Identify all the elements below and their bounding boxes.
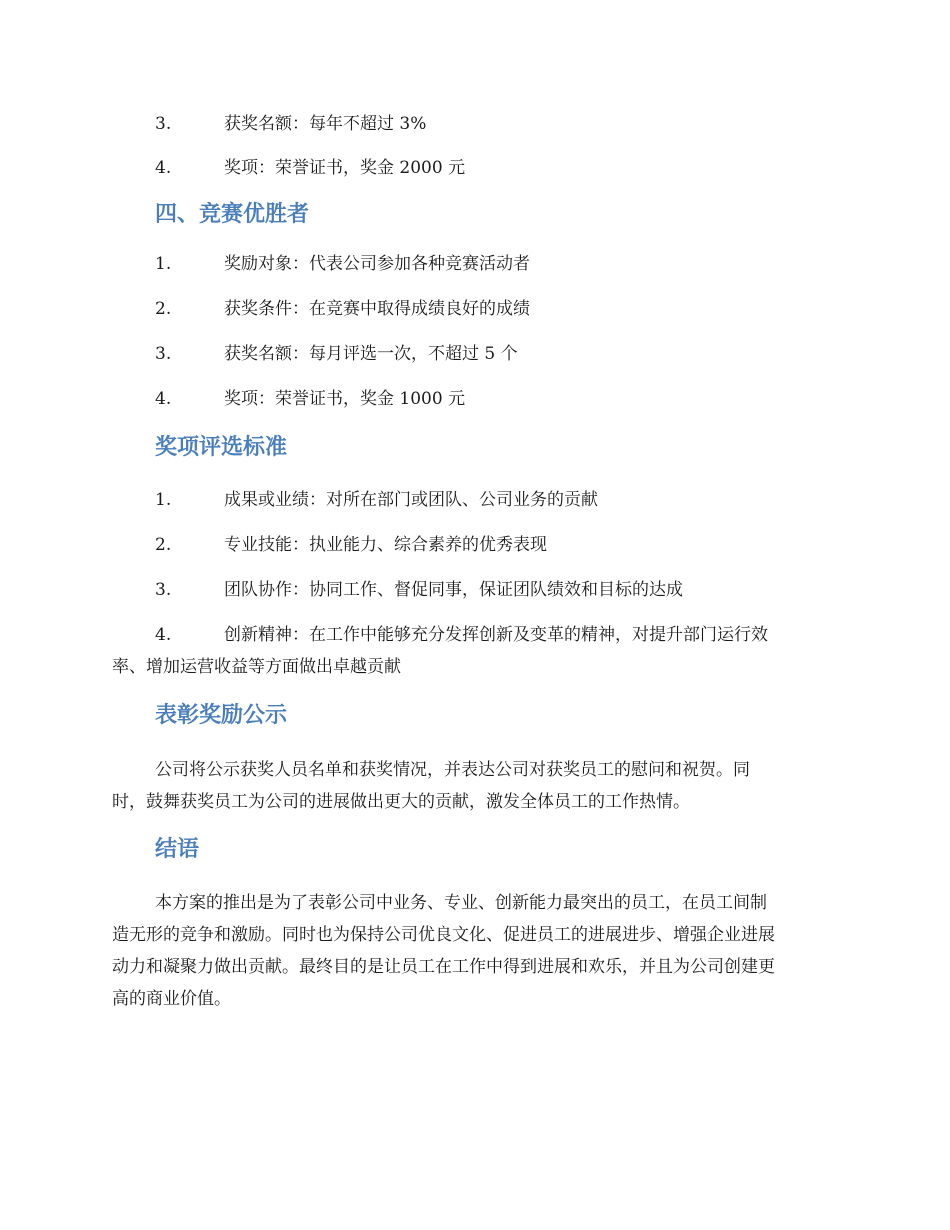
list-number: 4. [155, 158, 172, 178]
list-number: 1. [155, 254, 172, 274]
list-text: 成果或业绩：对所在部门或团队、公司业务的贡献 [224, 490, 598, 510]
section-heading: 表彰奖励公示 [155, 703, 288, 728]
paragraph-line: 动力和凝聚力做出贡献。最终目的是让员工在工作中得到进展和欢乐，并且为公司创建更 [112, 957, 775, 977]
list-text-continuation: 率、增加运营收益等方面做出卓越贡献 [112, 657, 401, 677]
list-text: 团队协作：协同工作、督促同事，保证团队绩效和目标的达成 [224, 580, 683, 600]
paragraph [112, 754, 842, 818]
list-text: 创新精神：在工作中能够充分发挥创新及变革的精神，对提升部门运行效 [224, 625, 768, 645]
section-heading: 四、竞赛优胜者 [155, 202, 310, 227]
list-number: 4. [155, 625, 172, 645]
paragraph-line: 时，鼓舞获奖员工为公司的进展做出更大的贡献，激发全体员工的工作热情。 [112, 792, 690, 812]
paragraph-line: 造无形的竞争和激励。同时也为保持公司优良文化、促进员工的进展进步、增强企业进展 [112, 925, 775, 945]
list-text: 获奖条件：在竞赛中取得成绩良好的成绩 [224, 299, 530, 319]
paragraph [112, 887, 842, 1015]
section-heading: 结语 [155, 837, 200, 862]
list-text: 奖项：荣誉证书，奖金 2000 元 [224, 158, 466, 178]
list-item [112, 619, 842, 683]
list-text: 获奖名额：每月评选一次，不超过 5 个 [224, 344, 518, 364]
list-item-line [112, 619, 842, 651]
list-text: 专业技能：执业能力、综合素养的优秀表现 [224, 535, 547, 555]
list-number: 4. [155, 389, 172, 409]
paragraph-line: 本方案的推出是为了表彰公司中业务、专业、创新能力最突出的员工，在员工间制 [155, 893, 767, 913]
list-number: 3. [155, 344, 172, 364]
list-text: 获奖名额：每年不超过 3% [224, 114, 427, 134]
list-number: 3. [155, 580, 172, 600]
list-number: 2. [155, 299, 172, 319]
list-number: 1. [155, 490, 172, 510]
section-heading: 奖项评选标准 [155, 435, 288, 460]
paragraph-line: 公司将公示获奖人员名单和获奖情况，并表达公司对获奖员工的慰问和祝贺。同 [155, 760, 750, 780]
paragraph-line: 高的商业价值。 [112, 989, 231, 1009]
list-text: 奖项：荣誉证书，奖金 1000 元 [224, 389, 466, 409]
list-text: 奖励对象：代表公司参加各种竞赛活动者 [224, 254, 530, 274]
list-number: 3. [155, 114, 172, 134]
list-number: 2. [155, 535, 172, 555]
